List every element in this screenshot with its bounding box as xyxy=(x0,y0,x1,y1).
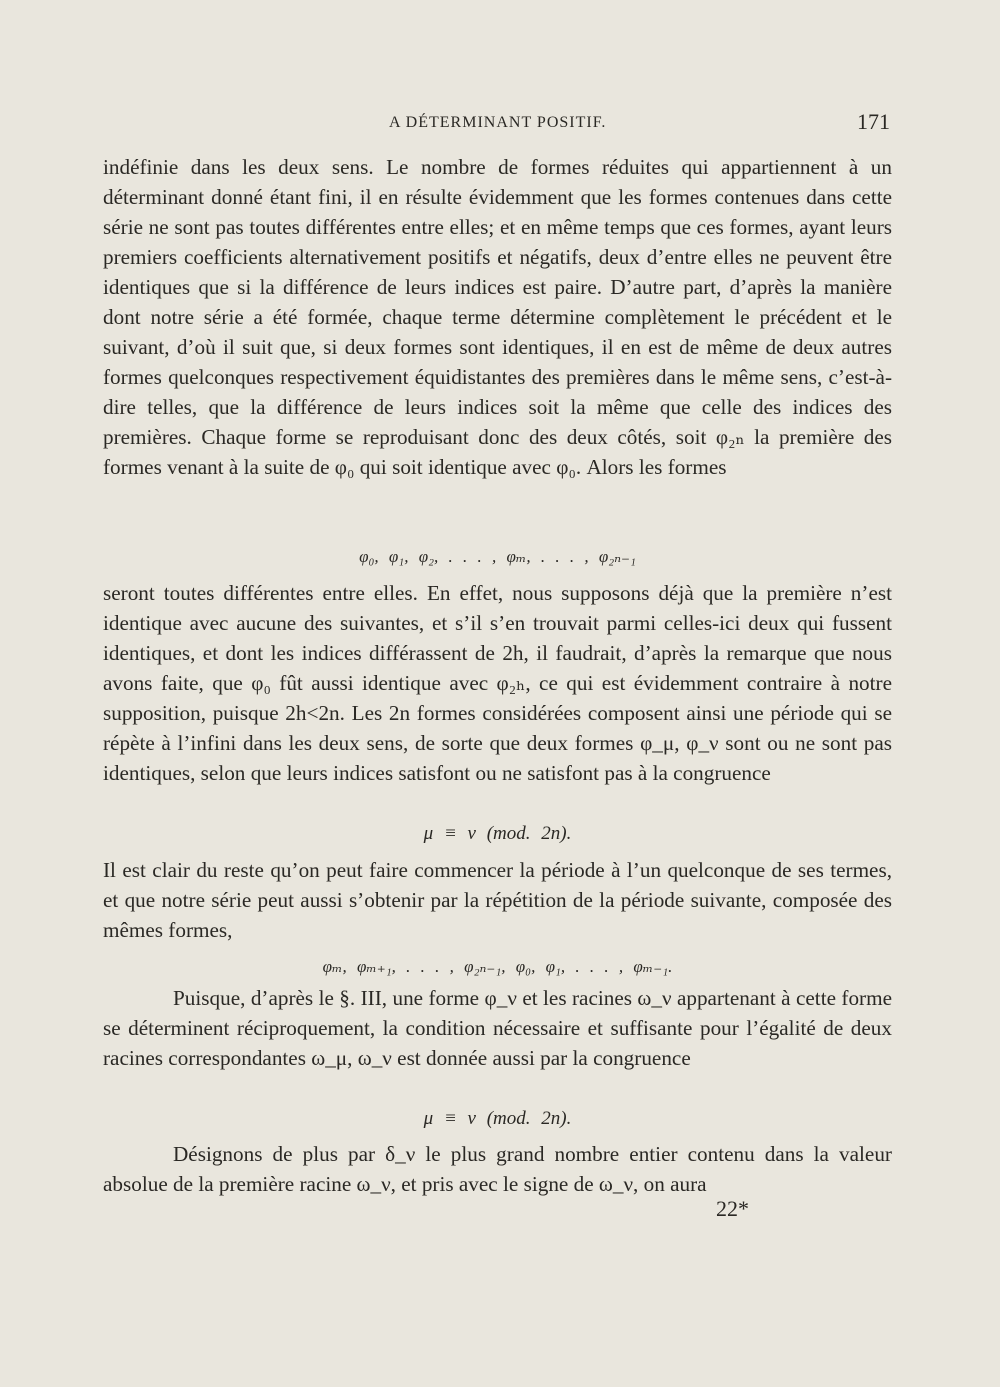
paragraph-4-text: Puisque, d’après le §. III, une forme φ_ν et les racines ω_ν appartenant à cette forme se déterminent réciproquement, la condition nécessaire et suffisante pour l’égalité de deux racines correspondantes ω_μ, ω_ν est donnée aussi par la congruence xyxy=(103,986,892,1070)
paragraph-4 xyxy=(103,983,892,1073)
page-number: 171 xyxy=(857,109,890,134)
running-title: A DÉTERMINANT POSITIF. xyxy=(389,114,607,131)
equation-period: φₘ, φₘ₊₁, . . . , φ₂ₙ₋₁, φ₀, φ₁, . . . , φₘ₋₁. xyxy=(322,957,673,976)
equation-forms-sequence: φ₀, φ₁, φ₂, . . . , φₘ, . . . , φ₂ₙ₋₁ xyxy=(359,547,636,566)
equation-congruence-1: μ ≡ ν (mod. 2n). xyxy=(423,823,572,844)
paragraph-3-text: Il est clair du reste qu’on peut faire commencer la période à l’un quelconque de ses termes, et que notre série peut aussi s’obtenir par la répétition de la période suivante, composée des mêmes formes, xyxy=(103,858,892,942)
paragraph-2 xyxy=(103,578,892,788)
equation-congruence-2: μ ≡ ν (mod. 2n). xyxy=(423,1108,572,1129)
paragraph-1-text: indéfinie dans les deux sens. Le nombre de formes réduites qui appartiennent à un déterminant donné étant fini, il en résulte évidemment que les formes contenues dans cette série ne sont pas toutes différentes entre elles; et en même temps que ces formes, ayant leurs premiers coefficients alternativement positifs et négatifs, deux d’entre elles ne peuvent être identiques que si la différence de leurs indices est paire. D’autre part, d’après la manière dont notre série a été formée, chaque terme détermine complètement le précédent et le suivant, d’où il suit que, si deux formes sont identiques, il en est de même de deux autres formes quelconques respectivement équidistantes des premières dans le même sens, c’est-à-dire telles, que la différence de leurs indices soit la même que celle des indices des premières. Chaque forme se reproduisant donc des deux côtés, soit φ₂ₙ la première des formes venant à la suite de φ₀ qui soit identique avec φ₀. Alors les formes xyxy=(103,155,892,479)
signature-mark: 22* xyxy=(716,1196,749,1221)
page-header xyxy=(103,109,892,142)
paragraph-1 xyxy=(103,152,892,482)
paragraph-5-text: Désignons de plus par δ_ν le plus grand nombre entier contenu dans la valeur absolue de la première racine ω_ν, et pris avec le signe de ω_ν, on aura xyxy=(103,1142,892,1196)
paragraph-3 xyxy=(103,855,892,945)
paragraph-5 xyxy=(103,1139,892,1199)
paragraph-2-text: seront toutes différentes entre elles. En effet, nous supposons déjà que la première n’est identique avec aucune des suivantes, et s’il s’en trouvait parmi celles-ici deux qui fussent identiques, et dont les indices différassent de 2h, il faudrait, d’après la remarque que nous avons faite, que φ₀ fût aussi identique avec φ₂ₕ, ce qui est évidemment contraire à notre supposition, puisque 2h<2n. Les 2n formes considérées composent ainsi une période qui se répète à l’infini dans les deux sens, de sorte que deux formes φ_μ, φ_ν sont ou ne sont pas identiques, selon que leurs indices satisfont ou ne satisfont pas à la congruence xyxy=(103,581,892,785)
